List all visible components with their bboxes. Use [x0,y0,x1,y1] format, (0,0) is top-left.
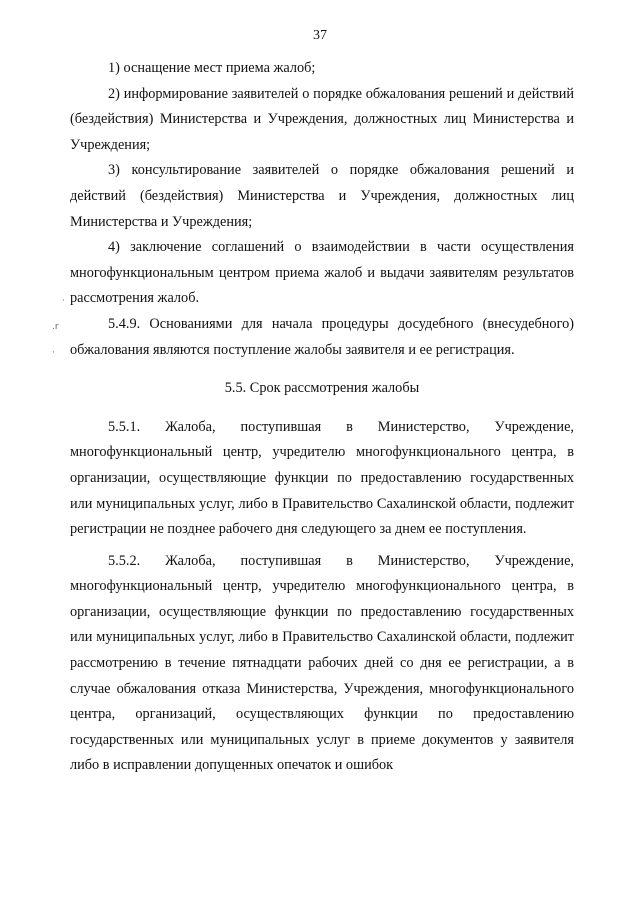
scan-mark: .r [52,322,59,332]
paragraph-5-5-2: 5.5.2. Жалоба, поступившая в Министерство, Учреждение, многофункциональный центр, учредителю многофункционального центра, в организации, осуществляющие функции по предоставлению государственных или муниципальных услуг, либо в Правительство Сахалинской области, подлежит рассмотрению в течение пятнадцати рабочих дней со дня ее регистрации, а в случае обжалования отказа Министерства, Учреждения, многофункционального центра, организаций, осуществляющих функции по предоставлению государственных или муниципальных услуг в приеме документов у заявителя либо в исправлении допущенных опечаток и ошибок [70,552,574,774]
scan-mark: · [52,348,55,358]
paragraph-5-5-1: 5.5.1. Жалоба, поступившая в Министерство, Учреждение, многофункциональный центр, учредителю многофункционального центра, в организации, осуществляющие функции по предоставлению государственных или муниципальных услуг, либо в Правительство Сахалинской области, подлежит регистрации не позднее рабочего дня следующего за днем ее поступления. [70,418,574,538]
section-heading: 5.5. Срок рассмотрения жалобы [224,380,420,397]
page-number: 37 [313,28,327,43]
paragraph-consulting: 3) консультирование заявителей о порядке обжалования решений и действий (бездействия) Министерства и Учреждения, должностных лиц Министерства и Учреждения; [70,162,574,230]
paragraph-equipment: 1) оснащение мест приема жалоб; [108,60,316,76]
paragraph-5-4-9: 5.4.9. Основаниями для начала процедуры досудебного (внесудебного) обжалования являются поступление жалобы заявителя и ее регистрация. [70,315,574,358]
paragraph-informing: 2) информирование заявителей о порядке обжалования решений и действий (бездействия) Министерства и Учреждения, должностных лиц Министерства и Учреждения; [70,85,574,153]
scan-mark: · [62,296,65,306]
paragraph-agreements: 4) заключение соглашений о взаимодействии в части осуществления многофункциональным центром приема жалоб и выдачи заявителям результатов рассмотрения жалоб. [70,239,574,307]
document-body [70,56,574,779]
